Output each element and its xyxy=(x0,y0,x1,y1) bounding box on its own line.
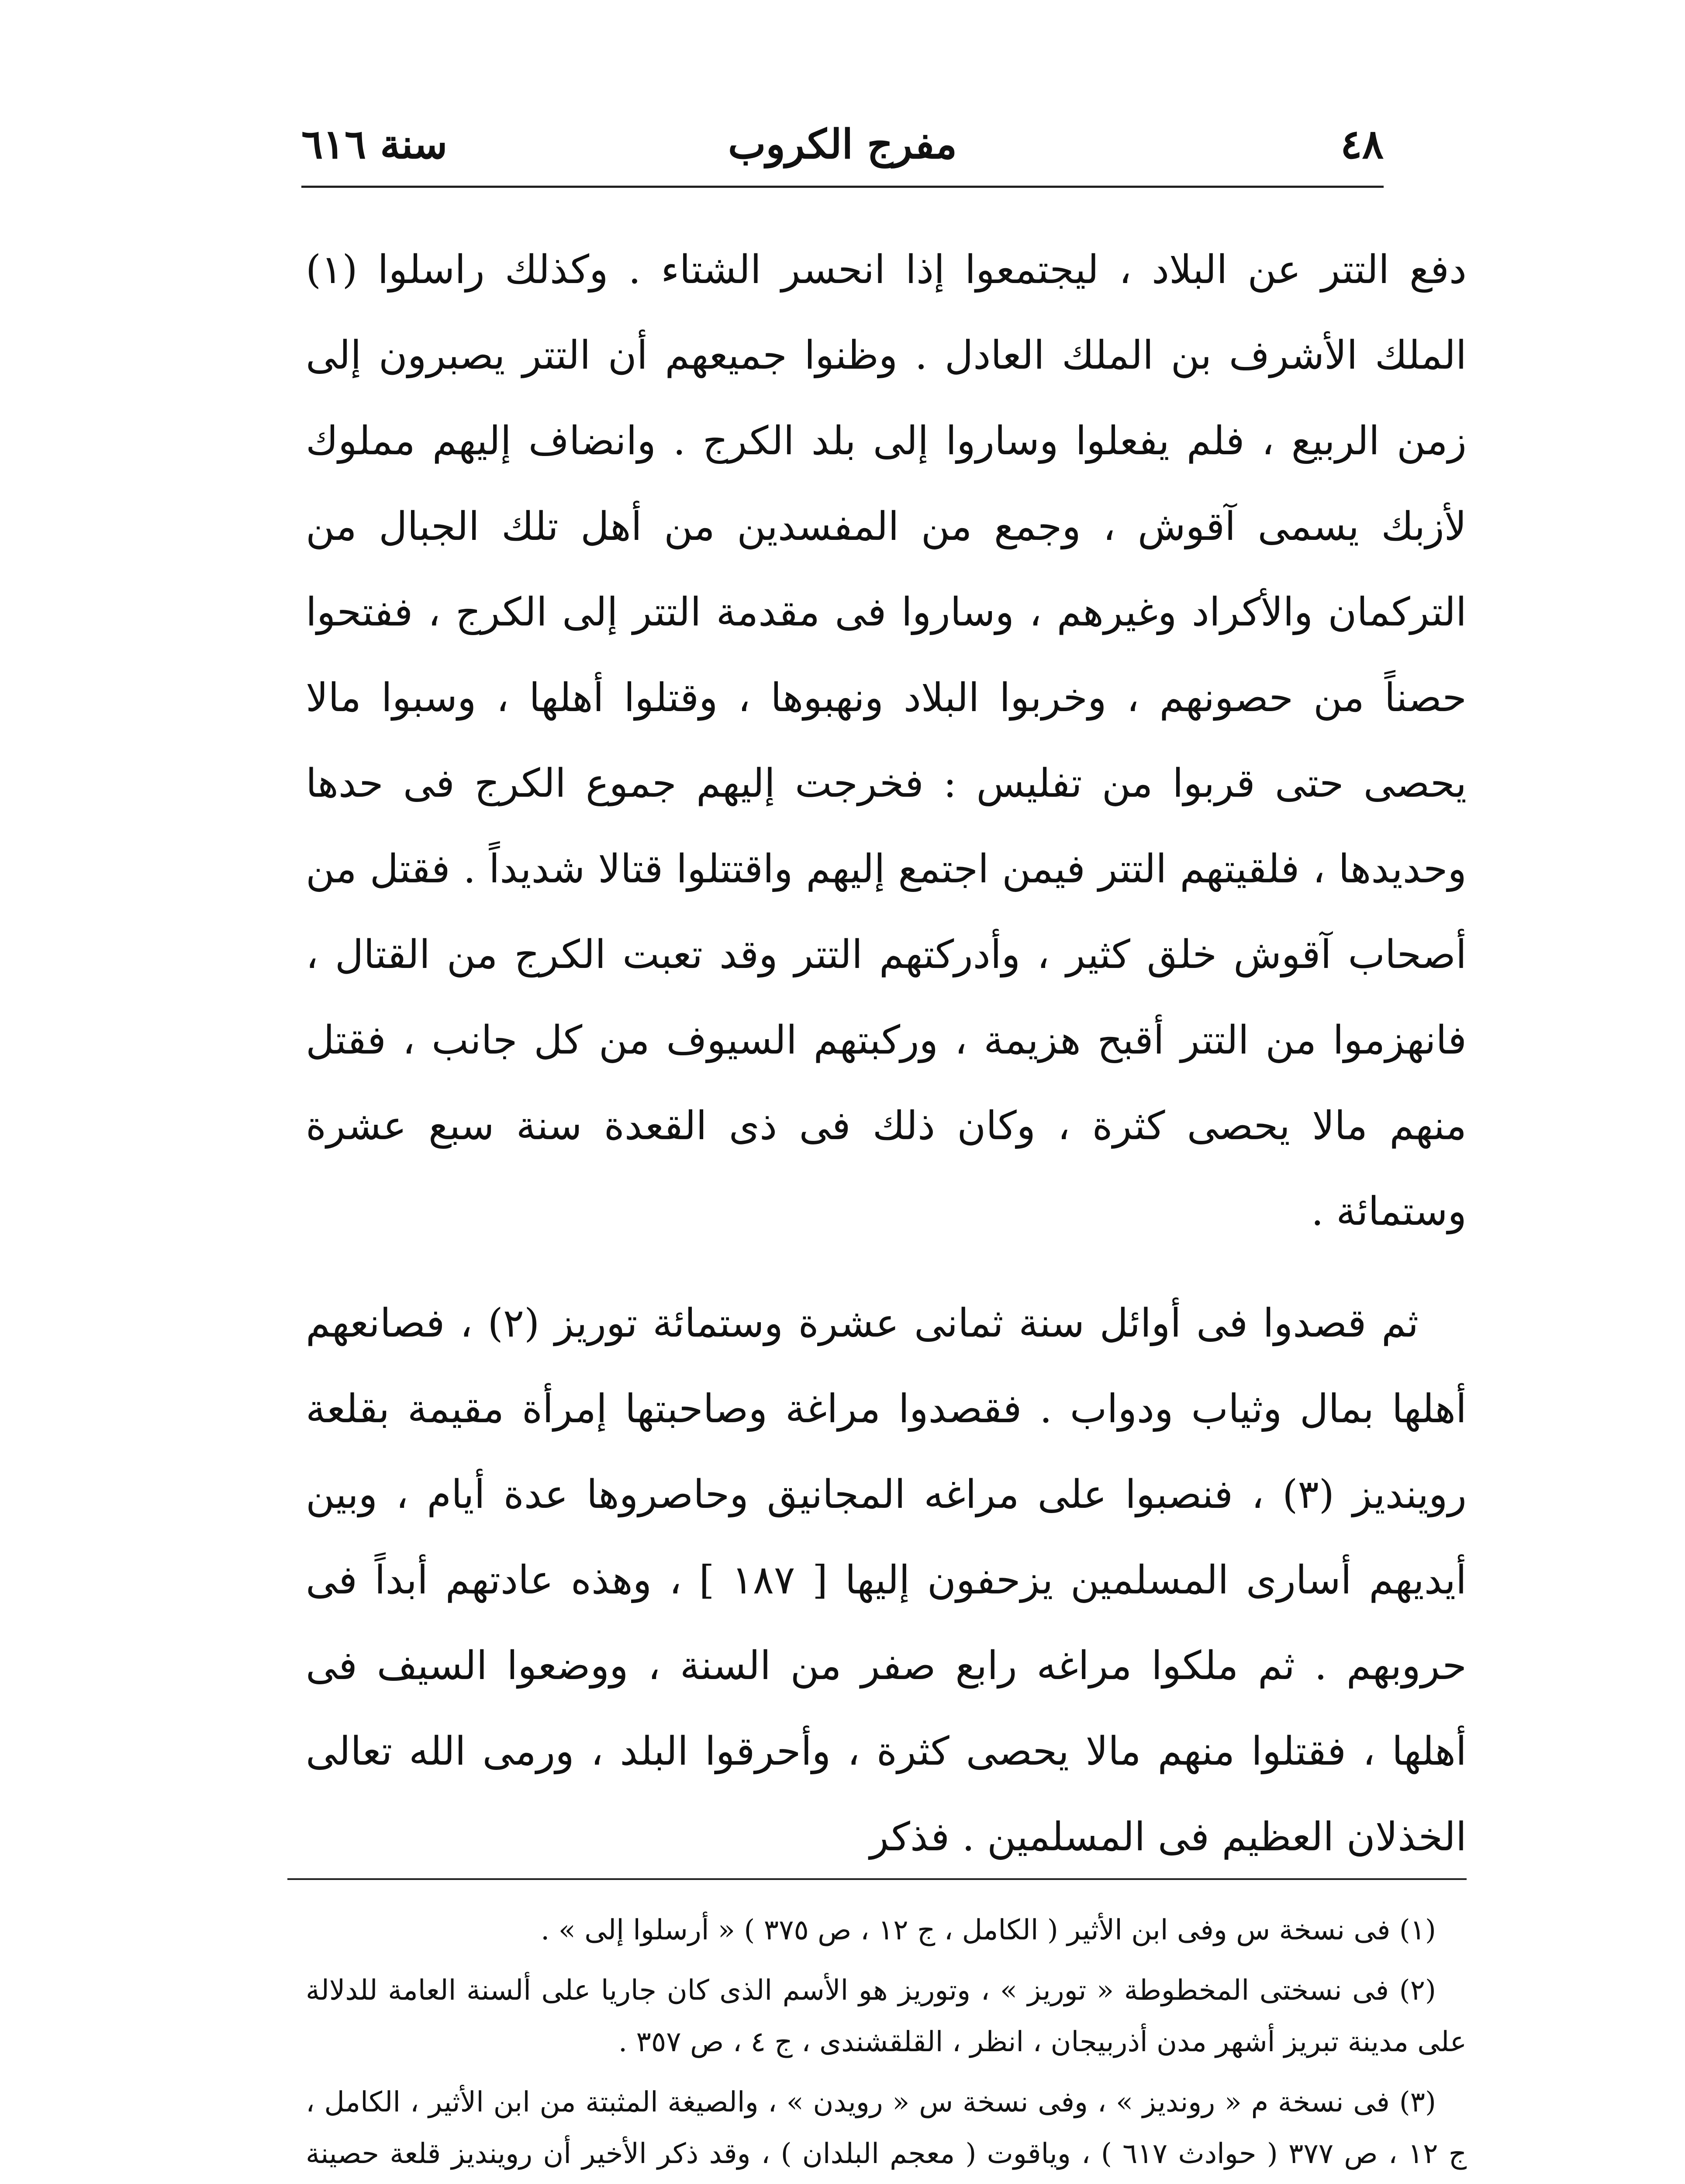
footnote-separator xyxy=(287,1878,1467,1880)
page-number: ٤٨ xyxy=(1340,121,1384,168)
year-heading: سنة ٦١٦ xyxy=(301,121,448,168)
main-text xyxy=(306,227,1467,1880)
footnote-2: (٢) فى نسختى المخطوطة « توريز » ، وتوريز هو الأسم الذى كان جاريا على ألسنة العامة للدلالة على مدينة تبريز أشهر مدن أذربيجان ، انظر ، القلقشندى ، ج ٤ ، ص ٣٥٧ . xyxy=(306,1974,1467,2058)
footnote-3: (٣) فى نسخة م « رونديز » ، وفى نسخة س « رويدن » ، والصيغة المثبتة من ابن الأثير ، الكامل ، ج ١٢ ، ص ٣٧٧ ( حوادث ٦١٧ ) ، وياقوت ( معجم البلدان ) ، وقد ذكر الأخير أن روينديز قلعة حصينة xyxy=(306,2086,1467,2170)
paragraph: ثم قصدوا فى أوائل سنة ثمانى عشرة وستمائة توريز (٢) ، فصانعهم أهلها بمال وثياب ودواب . فقصدوا مراغة وصاحبتها إمرأة مقيمة بقلعة روينديز (٣) ، فنصبوا على مراغه المجانيق وحاصروها عدة أيام ، وبين أيديهم أسارى المسلمين يزحفون إليها [ ١٨٧ ] ، وهذه عادتهم أبداً فى حروبهم . ثم ملكوا مراغه رابع صفر من السنة ، ووضعوا السيف فى أهلها ، فقتلوا منهم مالا يحصى كثرة ، وأحرقوا البلد ، ورمى الله تعالى الخذلان العظيم فى المسلمين . فذكر xyxy=(306,1300,1467,1860)
footnote-1: (١) فى نسخة س وفى ابن الأثير ( الكامل ، ج ١٢ ، ص ٣٧٥ ) « أرسلوا إلى » . xyxy=(541,1914,1436,1946)
header-rule xyxy=(301,186,1384,188)
paragraph: دفع التتر عن البلاد ، ليجتمعوا إذا انحسر الشتاء . وكذلك راسلوا (١) الملك الأشرف بن الملك العادل . وظنوا جميعهم أن التتر يصبرون إلى زمن الربيع ، فلم يفعلوا وساروا إلى بلد الكرج . وانضاف إليهم مملوك لأزبك يسمى آقوش ، وجمع من المفسدين من أهل تلك الجبال من التركمان والأكراد وغيرهم ، وساروا فى مقدمة التتر إلى الكرج ، ففتحوا حصناً من حصونهم ، وخربوا البلاد ونهبوها ، وقتلوا أهلها ، وسبوا مالا يحصى حتى قربوا من تفليس : فخرجت إليهم جموع الكرج فى حدها وحديدها ، فلقيتهم التتر فيمن اجتمع إليهم واقتتلوا قتالا شديداً . فقتل من أصحاب آقوش خلق كثير ، وأدركتهم التتر وقد تعبت الكرج من القتال ، فانهزموا من التتر أقبح هزيمة ، وركبتهم السيوف من كل جانب ، فقتل منهم مالا يحصى كثرة ، وكان ذلك فى ذى القعدة سنة سبع عشرة وستمائة . xyxy=(306,247,1467,1234)
running-header xyxy=(301,111,1384,177)
footnotes xyxy=(306,1904,1467,2184)
book-title: مفرج الكروب xyxy=(728,121,957,168)
